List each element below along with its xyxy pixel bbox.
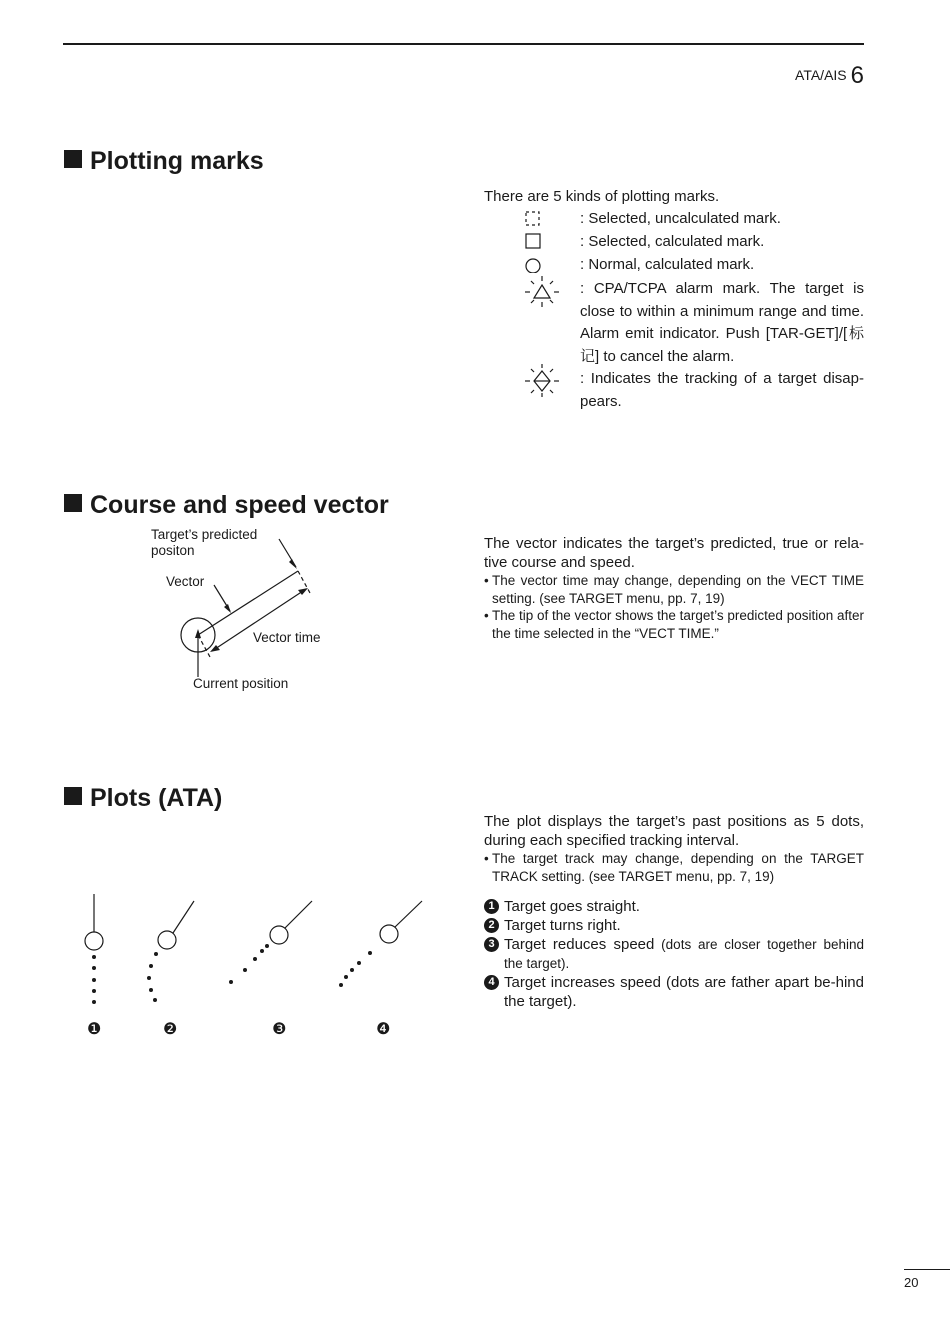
chapter-header [795, 62, 864, 90]
plot-dot [357, 961, 361, 965]
diagram-number-4: ❹ [376, 1021, 391, 1038]
plots-diagram [70, 890, 440, 1015]
chapter-number: 6 [850, 62, 864, 89]
section-label: ATA/AIS [795, 67, 847, 83]
plot-dot [92, 1000, 96, 1004]
circle-icon [524, 255, 542, 273]
plot-dot [265, 944, 269, 948]
square-bullet-icon [64, 150, 82, 168]
plotting-mark-item: : CPA/TCPA alarm mark. The target is close to within a minimum range and time. Alarm emit indicator. Push [TAR-GET]/[标记] to cancel the alarm. [484, 278, 864, 368]
plot-dot [154, 952, 158, 956]
numbered-item: 3 Target reduces speed (dots are closer together behind the target). [484, 935, 864, 973]
alarm-triangle-icon [524, 276, 560, 310]
square-bullet-icon [64, 494, 82, 512]
plot-dot [149, 988, 153, 992]
section-heading-course-vector: Course and speed vector [64, 491, 389, 520]
heading-line [173, 901, 194, 933]
numbered-item: 1 Target goes straight. [484, 897, 864, 916]
diagram-number-2: ❷ [163, 1021, 178, 1038]
plot-dot [344, 975, 348, 979]
course-vector-description: The vector indicates the target’s predicted, true or rela-tive course and speed. • The vector time may change, depending on the VECT TIME setting. (see TARGET menu, pp. 7, 19) • The tip of the vector shows the target’s predicted position after the time selected in the “VECT TIME.” [484, 535, 864, 641]
bullet-item: • The tip of the vector shows the target’s predicted position after the time selected in the “VECT TIME.” [484, 608, 864, 641]
target-circle [158, 931, 176, 949]
page-number: 20 [904, 1275, 919, 1290]
target-circle [380, 925, 398, 943]
plot-dot [368, 951, 372, 955]
plots-description: The plot displays the target’s past positions as 5 dots, during each specified tracking interval. • The target track may change, depending on the TARGET TRACK setting. (see TARGET menu, pp. 7, 19) 1 Target goes straight. 2 Target turns right. 3 Target reduces speed (dots are closer together behind the target). 4 Target increases speed (dots are father apart be-hind the target). [484, 813, 864, 1010]
plotting-marks-list [484, 187, 864, 413]
dashed-square-icon [524, 209, 542, 227]
plot-dot [260, 949, 264, 953]
bullet-item: • The vector time may change, depending on the VECT TIME setting. (see TARGET menu, pp. 7, 19) [484, 573, 864, 606]
section-heading-plotting-marks: Plotting marks [64, 147, 264, 176]
vector-line [198, 571, 298, 635]
plots-numbered-list [484, 897, 864, 1011]
heading-line [285, 901, 312, 928]
lost-target-diamond-icon [524, 364, 560, 398]
arrowhead [224, 604, 231, 613]
plotting-mark-item: : Selected, calculated mark. [484, 232, 864, 255]
plot-dot [229, 980, 233, 984]
square-icon [524, 232, 542, 250]
current-pos-dash [198, 635, 210, 657]
footer-rule [904, 1269, 950, 1270]
plotting-mark-item: : Indicates the tracking of a target disap-pears. [484, 368, 864, 413]
target-circle [270, 926, 288, 944]
diagram-number-3: ❸ [272, 1021, 287, 1038]
section-heading-plots: Plots (ATA) [64, 784, 222, 813]
plotting-mark-item: : Normal, calculated mark. [484, 255, 864, 278]
vector-label: Vector [166, 574, 205, 589]
diagram-number-1: ❶ [87, 1021, 102, 1038]
plotting-marks-intro: There are 5 kinds of plotting marks. [484, 188, 720, 205]
plot-dot [92, 955, 96, 959]
plot-dot [253, 957, 257, 961]
plot-dot [149, 964, 153, 968]
vector-time-label: Vector time [253, 630, 321, 645]
arrowhead [289, 559, 297, 569]
plot-dot [92, 989, 96, 993]
plot-dot [153, 998, 157, 1002]
plotting-mark-item: : Selected, uncalculated mark. [484, 209, 864, 232]
plot-dot [350, 968, 354, 972]
numbered-item: 2 Target turns right. [484, 916, 864, 935]
target-circle [85, 932, 103, 950]
header-rule [63, 43, 864, 45]
numbered-item: 4 Target increases speed (dots are father apart be-hind the target). [484, 973, 864, 1011]
plot-dot [147, 976, 151, 980]
plot-dot [243, 968, 247, 972]
heading-line [395, 901, 422, 927]
plot-dot [92, 978, 96, 982]
current-position-label: Current position [193, 676, 289, 691]
predicted-position-label: Target’s predicted positon [151, 527, 258, 558]
plot-dot [339, 983, 343, 987]
plot-dot [92, 966, 96, 970]
square-bullet-icon [64, 787, 82, 805]
bullet-item: • The target track may change, depending on the TARGET TRACK setting. (see TARGET menu, pp. 7, 19) [484, 851, 864, 884]
